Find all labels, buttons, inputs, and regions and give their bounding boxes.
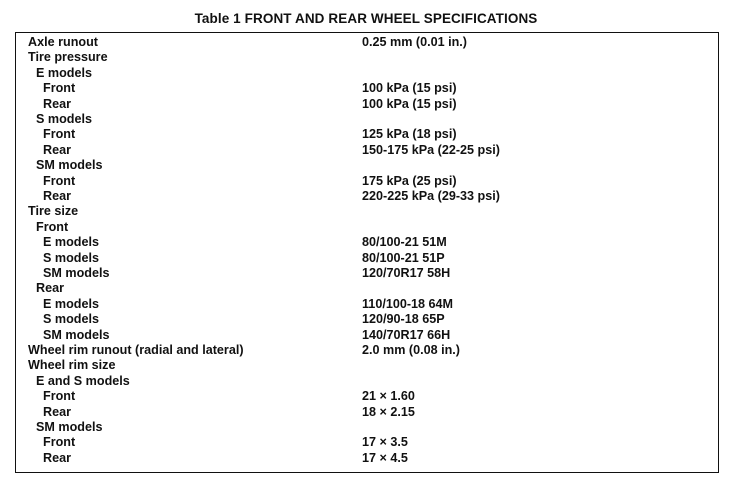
spec-value: 140/70R17 66H xyxy=(362,327,451,342)
table-row xyxy=(16,112,718,127)
spec-value: 0.25 mm (0.01 in.) xyxy=(362,35,467,49)
table-row xyxy=(16,343,718,358)
spec-value: 175 kPa (25 psi) xyxy=(362,173,457,188)
spec-label: Front xyxy=(43,435,76,450)
spec-value: 18 × 2.15 xyxy=(362,404,415,419)
spec-label: Tire pressure xyxy=(28,50,108,65)
spec-value: 80/100-21 51P xyxy=(362,250,445,265)
table-row xyxy=(16,127,718,142)
spec-value: 120/90-18 65P xyxy=(362,312,445,327)
table-row xyxy=(16,143,718,158)
spec-label: E models xyxy=(43,235,99,250)
table-row xyxy=(16,235,718,250)
spec-label: S models xyxy=(43,312,99,327)
spec-label: E models xyxy=(43,296,99,311)
spec-label: Rear xyxy=(43,404,72,419)
table-row xyxy=(16,420,718,435)
table-row xyxy=(16,297,718,312)
spec-label: Front xyxy=(43,173,76,188)
spec-label: SM models xyxy=(36,420,103,434)
table-row xyxy=(16,220,718,235)
spec-label: Rear xyxy=(36,281,65,296)
spec-value: 150-175 kPa (22-25 psi) xyxy=(362,142,500,157)
table-row xyxy=(16,66,718,81)
spec-value: 21 × 1.60 xyxy=(362,389,415,404)
spec-label: S models xyxy=(36,112,92,126)
spec-label: SM models xyxy=(43,327,110,342)
table-row xyxy=(16,97,718,112)
table-row xyxy=(16,251,718,266)
spec-label: Front xyxy=(43,389,76,404)
spec-label: Front xyxy=(43,81,76,96)
spec-value: 100 kPa (15 psi) xyxy=(362,96,457,111)
table-title: Table 1 FRONT AND REAR WHEEL SPECIFICATIONS xyxy=(194,11,538,26)
spec-label: Rear xyxy=(43,189,72,203)
table-row xyxy=(16,389,718,404)
spec-label: Front xyxy=(43,127,76,142)
spec-value: 125 kPa (18 psi) xyxy=(362,127,457,142)
spec-value: 17 × 3.5 xyxy=(362,435,408,450)
spec-value: 120/70R17 58H xyxy=(362,266,451,280)
table-row xyxy=(16,358,718,373)
spec-label: Rear xyxy=(43,450,72,465)
spec-label: Wheel rim runout (radial and lateral) xyxy=(28,343,244,357)
table-row xyxy=(16,266,718,281)
table-row xyxy=(16,281,718,296)
spec-value: 110/100-18 64M xyxy=(362,296,454,311)
table-row xyxy=(16,451,718,466)
spec-label: Rear xyxy=(43,142,72,157)
table-row xyxy=(16,312,718,327)
spec-value: 2.0 mm (0.08 in.) xyxy=(362,343,460,357)
table-row xyxy=(16,328,718,343)
table-row xyxy=(16,158,718,173)
table-row xyxy=(16,374,718,389)
spec-value: 17 × 4.5 xyxy=(362,450,408,465)
table-row xyxy=(16,35,718,50)
spec-label: SM models xyxy=(43,266,110,280)
table-row xyxy=(16,189,718,204)
spec-label: E models xyxy=(36,65,92,80)
spec-label: Front xyxy=(36,219,69,234)
spec-label: S models xyxy=(43,250,99,265)
spec-label: Axle runout xyxy=(28,35,98,49)
spec-label: Tire size xyxy=(28,204,79,219)
table-row xyxy=(16,405,718,420)
table-row xyxy=(16,50,718,65)
wheel-specifications-table xyxy=(15,32,719,473)
table-row xyxy=(16,81,718,96)
spec-label: SM models xyxy=(36,158,103,173)
spec-value: 80/100-21 51M xyxy=(362,235,447,250)
spec-value: 220-225 kPa (29-33 psi) xyxy=(362,189,500,203)
spec-label: E and S models xyxy=(36,373,130,388)
table-row xyxy=(16,204,718,219)
spec-value: 100 kPa (15 psi) xyxy=(362,81,457,96)
table-row xyxy=(16,174,718,189)
spec-label: Wheel rim size xyxy=(28,358,116,373)
spec-label: Rear xyxy=(43,96,72,111)
table-row xyxy=(16,435,718,450)
